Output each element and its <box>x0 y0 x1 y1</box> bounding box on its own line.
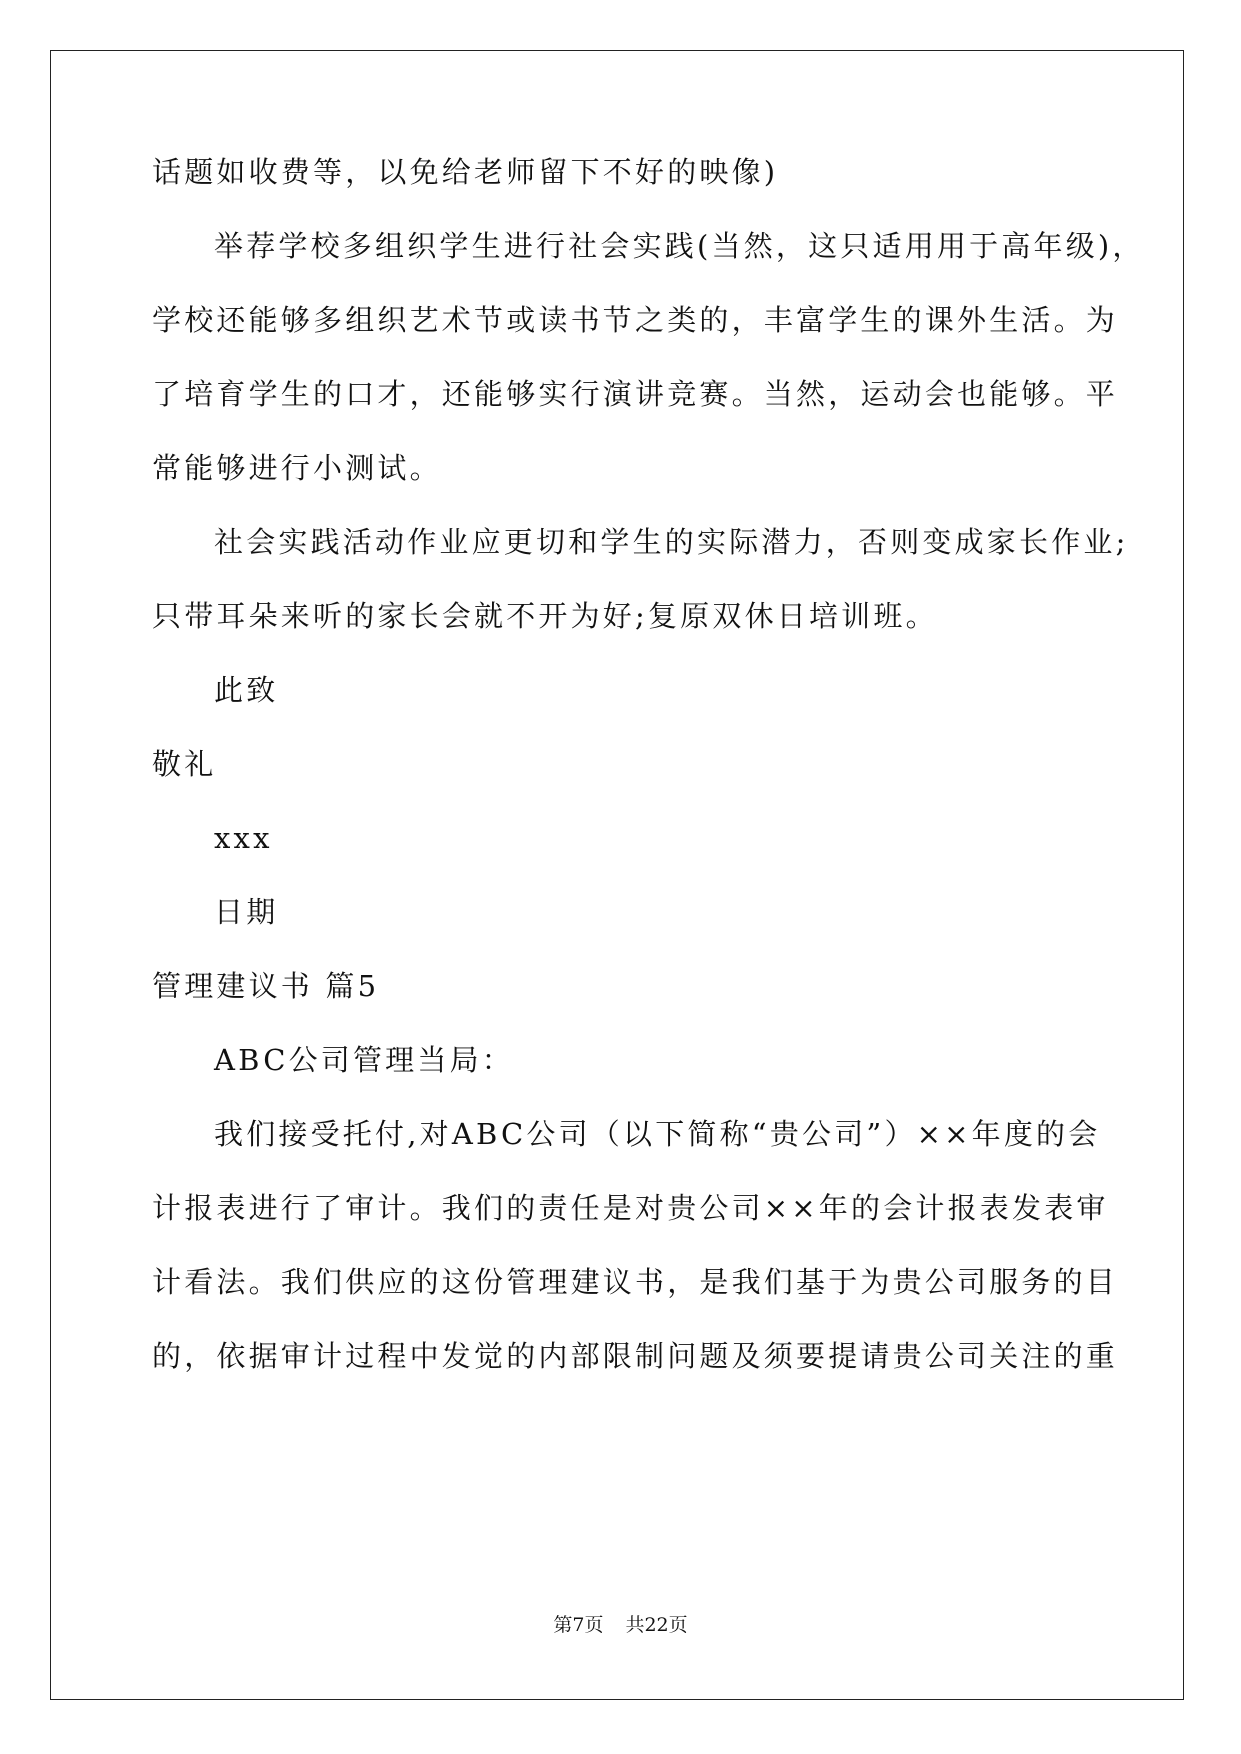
text-line: 的，依据审计过程中发觉的内部限制问题及须要提请贵公司关注的重 <box>152 1339 1119 1373</box>
closing-salutation: 此致 <box>214 673 279 707</box>
text-line: 只带耳朵来听的家长会就不开为好;复原双休日培训班。 <box>152 599 938 633</box>
page-number-current: 第7页 <box>553 1614 604 1636</box>
closing-regards: 敬礼 <box>152 747 217 781</box>
paragraph-line: 举荐学校多组织学生进行社会实践(当然，这只适用用于高年级)， <box>214 229 1145 263</box>
text-line: 学校还能够多组织艺术节或读书节之类的，丰富学生的课外生活。为 <box>152 303 1119 337</box>
text-line: 常能够进行小测试。 <box>152 451 442 485</box>
signature-date: 日期 <box>214 895 279 929</box>
paragraph-line: 社会实践活动作业应更切和学生的实际潜力，否则变成家长作业; <box>214 525 1129 559</box>
page-footer <box>0 1613 1241 1637</box>
text-line: 计报表进行了审计。我们的责任是对贵公司××年的会计报表发表审 <box>152 1191 1109 1225</box>
section-heading: 管理建议书 篇5 <box>152 969 380 1003</box>
text-line: 话题如收费等，以免给老师留下不好的映像) <box>152 155 779 189</box>
page-border <box>50 50 1184 1700</box>
paragraph-line: 我们接受托付,对ABC公司（以下简称“贵公司”）××年度的会 <box>214 1117 1101 1151</box>
signature-name: xxx <box>214 821 273 855</box>
text-line: 了培育学生的口才，还能够实行演讲竞赛。当然，运动会也能够。平 <box>152 377 1119 411</box>
page-number-total: 共22页 <box>625 1614 688 1636</box>
text-line: 计看法。我们供应的这份管理建议书，是我们基于为贵公司服务的目 <box>152 1265 1119 1299</box>
letter-greeting: ABC公司管理当局： <box>214 1043 514 1077</box>
